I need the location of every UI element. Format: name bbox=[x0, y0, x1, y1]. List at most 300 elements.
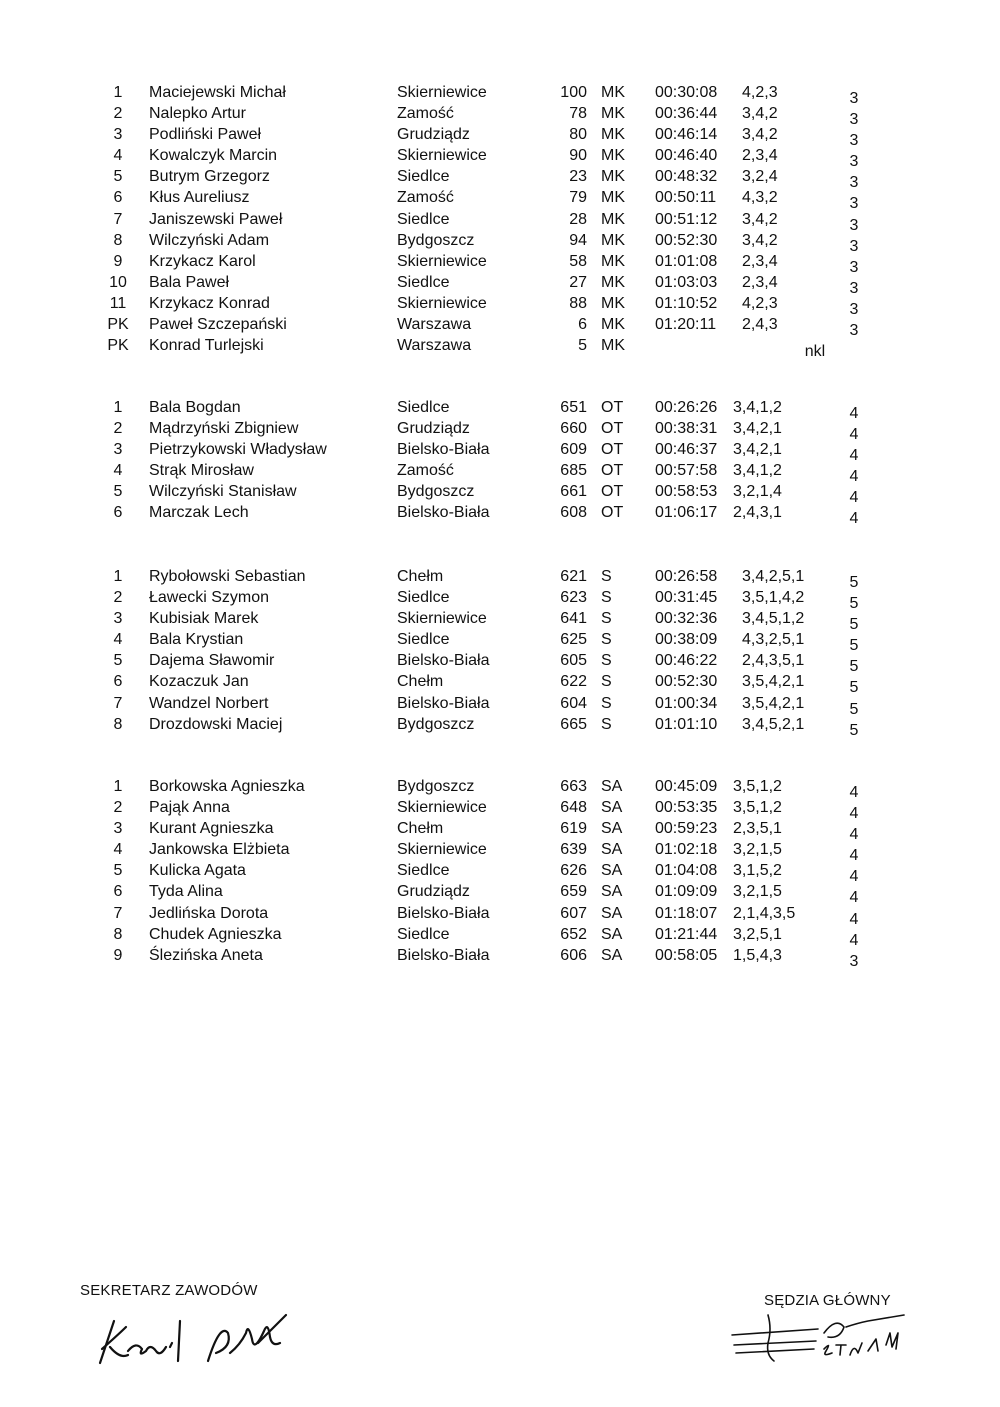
number-cell: 652 bbox=[560, 925, 587, 943]
result-cell: 4 bbox=[849, 468, 859, 486]
time-cell: 00:57:58 bbox=[655, 462, 718, 480]
name-cell: Dajema Sławomir bbox=[149, 652, 275, 670]
class-cell: MK bbox=[601, 294, 625, 312]
result-cell: 3 bbox=[849, 111, 859, 129]
place-cell: 8 bbox=[113, 925, 123, 943]
place-cell: 8 bbox=[113, 231, 123, 249]
points-cell: 3,2,5,1 bbox=[733, 925, 782, 943]
result-cell: 4 bbox=[849, 405, 859, 422]
number-cell: 648 bbox=[560, 799, 587, 817]
time-cell: 00:31:45 bbox=[655, 589, 718, 607]
points-cell: 3,4,2,5,1 bbox=[742, 568, 805, 585]
result-row bbox=[0, 502, 1000, 528]
place-cell: 3 bbox=[113, 610, 123, 628]
result-cell: 4 bbox=[849, 489, 859, 507]
points-cell: 3,4,2,1 bbox=[733, 420, 782, 438]
time-cell: 00:58:53 bbox=[655, 483, 718, 501]
result-row bbox=[0, 924, 1000, 949]
time-cell: 00:46:22 bbox=[655, 652, 718, 670]
city-cell: Grudziądz bbox=[397, 883, 470, 901]
place-cell: 3 bbox=[113, 126, 123, 144]
class-cell: OT bbox=[601, 462, 624, 480]
points-cell: 3,4,2,1 bbox=[733, 441, 782, 459]
result-row bbox=[0, 82, 1000, 107]
number-cell: 685 bbox=[560, 462, 587, 480]
result-cell: 4 bbox=[849, 784, 859, 801]
class-cell: S bbox=[601, 673, 612, 691]
name-cell: Konrad Turlejski bbox=[149, 337, 264, 355]
place-cell: 6 bbox=[113, 189, 123, 207]
class-cell: SA bbox=[601, 904, 623, 922]
city-cell: Zamość bbox=[397, 462, 454, 480]
city-cell: Warszawa bbox=[397, 337, 472, 355]
place-cell: 5 bbox=[113, 168, 123, 186]
place-cell: 4 bbox=[113, 462, 123, 480]
result-row bbox=[0, 650, 1000, 676]
city-cell: Siedlce bbox=[397, 631, 450, 649]
name-cell: Bala Paweł bbox=[149, 273, 230, 291]
place-cell: 4 bbox=[113, 147, 123, 165]
points-cell: 2,3,4 bbox=[742, 273, 778, 291]
time-cell: 01:10:52 bbox=[655, 294, 718, 312]
time-cell: 00:51:12 bbox=[655, 210, 718, 228]
city-cell: Siedlce bbox=[397, 399, 450, 416]
result-cell: 3 bbox=[849, 216, 859, 234]
points-cell: 3,5,1,2 bbox=[733, 778, 782, 795]
points-cell: 3,5,1,4,2 bbox=[742, 589, 805, 607]
result-cell: 4 bbox=[849, 510, 859, 528]
name-cell: Borkowska Agnieszka bbox=[149, 778, 305, 795]
name-cell: Kowalczyk Marcin bbox=[149, 147, 278, 165]
time-cell: 00:46:37 bbox=[655, 441, 718, 459]
city-cell: Bielsko-Biała bbox=[397, 904, 490, 922]
city-cell: Siedlce bbox=[397, 273, 450, 291]
city-cell: Bielsko-Biała bbox=[397, 504, 490, 522]
time-cell: 00:32:36 bbox=[655, 610, 718, 628]
class-cell: MK bbox=[601, 316, 625, 334]
class-cell: MK bbox=[601, 210, 625, 228]
class-cell: S bbox=[601, 568, 612, 585]
number-cell: 90 bbox=[569, 147, 587, 165]
name-cell: Rybołowski Sebastian bbox=[149, 568, 306, 585]
name-cell: Jedlińska Dorota bbox=[149, 904, 269, 922]
city-cell: Chełm bbox=[397, 568, 444, 585]
result-row bbox=[0, 693, 1000, 718]
class-cell: SA bbox=[601, 883, 623, 901]
result-cell: 4 bbox=[849, 868, 859, 886]
result-row bbox=[0, 481, 1000, 507]
class-cell: S bbox=[601, 589, 612, 607]
points-cell: 2,3,5,1 bbox=[733, 820, 782, 838]
class-cell: S bbox=[601, 631, 612, 649]
number-cell: 58 bbox=[569, 252, 587, 270]
time-cell: 01:09:09 bbox=[655, 883, 718, 901]
number-cell: 661 bbox=[560, 483, 587, 501]
result-row bbox=[0, 860, 1000, 886]
points-cell: 3,2,4 bbox=[742, 168, 778, 186]
place-cell: 5 bbox=[113, 652, 123, 670]
class-cell: SA bbox=[601, 778, 623, 795]
name-cell: Jankowska Elżbieta bbox=[149, 841, 290, 859]
time-cell: 01:06:17 bbox=[655, 504, 718, 522]
place-cell: 11 bbox=[109, 294, 127, 312]
points-cell: 1,5,4,3 bbox=[733, 946, 782, 964]
number-cell: 605 bbox=[560, 652, 587, 670]
points-cell: 2,4,3 bbox=[742, 316, 778, 334]
time-cell: 01:01:10 bbox=[655, 715, 718, 733]
class-cell: OT bbox=[601, 483, 624, 501]
result-row bbox=[0, 608, 1000, 634]
city-cell: Bielsko-Biała bbox=[397, 946, 490, 964]
city-cell: Skierniewice bbox=[397, 294, 487, 312]
city-cell: Bielsko-Biała bbox=[397, 441, 490, 459]
result-cell: 4 bbox=[849, 889, 859, 907]
class-cell: S bbox=[601, 715, 612, 733]
number-cell: 79 bbox=[569, 189, 587, 207]
number-cell: 78 bbox=[569, 105, 587, 123]
place-cell: 7 bbox=[113, 694, 123, 712]
result-cell: 4 bbox=[849, 447, 859, 465]
number-cell: 622 bbox=[560, 673, 587, 691]
time-cell: 01:01:08 bbox=[655, 252, 718, 270]
number-cell: 639 bbox=[560, 841, 587, 859]
number-cell: 23 bbox=[569, 168, 587, 186]
name-cell: Kozaczuk Jan bbox=[149, 673, 249, 691]
result-row bbox=[0, 881, 1000, 907]
number-cell: 606 bbox=[560, 946, 587, 964]
class-cell: OT bbox=[601, 399, 624, 416]
name-cell: Ślezińska Aneta bbox=[149, 946, 263, 964]
time-cell: 00:58:05 bbox=[655, 946, 718, 964]
points-cell: 3,4,2 bbox=[742, 231, 778, 249]
time-cell: 00:38:09 bbox=[655, 631, 718, 649]
city-cell: Siedlce bbox=[397, 862, 450, 880]
points-cell: 2,3,4 bbox=[742, 252, 778, 270]
class-cell: OT bbox=[601, 504, 624, 522]
city-cell: Siedlce bbox=[397, 589, 450, 607]
time-cell: 00:46:14 bbox=[655, 126, 718, 144]
points-cell: 3,5,4,2,1 bbox=[742, 673, 805, 691]
place-cell: 2 bbox=[113, 420, 123, 438]
result-row bbox=[0, 566, 1000, 591]
city-cell: Warszawa bbox=[397, 316, 472, 334]
result-cell: 3 bbox=[849, 153, 859, 171]
result-row bbox=[0, 714, 1000, 739]
time-cell: 01:02:18 bbox=[655, 841, 718, 859]
place-cell: 7 bbox=[113, 210, 123, 228]
result-cell: 3 bbox=[849, 952, 859, 970]
name-cell: Kurant Agnieszka bbox=[149, 820, 274, 838]
name-cell: Kubisiak Marek bbox=[149, 610, 259, 628]
number-cell: 663 bbox=[560, 778, 587, 795]
class-cell: MK bbox=[601, 231, 625, 249]
class-cell: MK bbox=[601, 126, 625, 144]
number-cell: 88 bbox=[569, 294, 587, 312]
result-row bbox=[0, 166, 1000, 192]
points-cell: 4,2,3 bbox=[742, 84, 778, 101]
time-cell: 00:26:58 bbox=[655, 568, 718, 585]
points-cell: 4,2,3 bbox=[742, 294, 778, 312]
city-cell: Zamość bbox=[397, 105, 454, 123]
place-cell: PK bbox=[107, 337, 129, 355]
results-group-ot bbox=[0, 397, 1000, 528]
place-cell: 3 bbox=[113, 441, 123, 459]
judge-signature bbox=[728, 1309, 938, 1369]
city-cell: Skierniewice bbox=[397, 252, 487, 270]
number-cell: 626 bbox=[560, 862, 587, 880]
name-cell: Drozdowski Maciej bbox=[149, 715, 283, 733]
result-row bbox=[0, 587, 1000, 613]
time-cell: 00:52:30 bbox=[655, 231, 718, 249]
place-cell: 2 bbox=[113, 589, 123, 607]
number-cell: 100 bbox=[560, 84, 587, 101]
number-cell: 659 bbox=[560, 883, 587, 901]
points-cell: 4,3,2,5,1 bbox=[742, 631, 805, 649]
result-row bbox=[0, 629, 1000, 655]
number-cell: 604 bbox=[560, 694, 587, 712]
result-row bbox=[0, 145, 1000, 171]
name-cell: Wilczyński Adam bbox=[149, 231, 270, 249]
class-cell: MK bbox=[601, 147, 625, 165]
number-cell: 5 bbox=[578, 337, 587, 355]
name-cell: Janiszewski Paweł bbox=[149, 210, 283, 228]
result-cell: 3 bbox=[849, 174, 859, 192]
points-cell: 3,5,4,2,1 bbox=[742, 694, 805, 712]
result-cell: 5 bbox=[849, 658, 859, 676]
result-row bbox=[0, 293, 1000, 318]
result-cell: 4 bbox=[849, 910, 859, 928]
result-row bbox=[0, 418, 1000, 444]
place-cell: 6 bbox=[113, 673, 123, 691]
result-row bbox=[0, 103, 1000, 129]
result-cell: 5 bbox=[849, 595, 859, 613]
secretary-signature-block bbox=[80, 1282, 320, 1373]
class-cell: SA bbox=[601, 799, 623, 817]
name-cell: Butrym Grzegorz bbox=[149, 168, 270, 186]
name-cell: Maciejewski Michał bbox=[149, 84, 286, 101]
name-cell: Krzykacz Karol bbox=[149, 252, 256, 270]
time-cell: 00:48:32 bbox=[655, 168, 718, 186]
result-row bbox=[0, 397, 1000, 422]
time-cell: 01:03:03 bbox=[655, 273, 718, 291]
place-cell: 10 bbox=[109, 273, 127, 291]
number-cell: 608 bbox=[560, 504, 587, 522]
class-cell: OT bbox=[601, 420, 624, 438]
class-cell: MK bbox=[601, 168, 625, 186]
place-cell: PK bbox=[107, 316, 129, 334]
result-cell: 4 bbox=[849, 931, 859, 949]
points-cell: 3,4,2 bbox=[742, 210, 778, 228]
time-cell: 01:21:44 bbox=[655, 925, 718, 943]
judge-signature-block bbox=[764, 1292, 938, 1369]
city-cell: Bydgoszcz bbox=[397, 715, 475, 733]
city-cell: Skierniewice bbox=[397, 147, 487, 165]
result-row bbox=[0, 945, 1000, 970]
class-cell: MK bbox=[601, 105, 625, 123]
city-cell: Skierniewice bbox=[397, 610, 487, 628]
number-cell: 607 bbox=[560, 904, 587, 922]
class-cell: SA bbox=[601, 946, 623, 964]
city-cell: Zamość bbox=[397, 189, 454, 207]
result-cell: 3 bbox=[849, 132, 859, 150]
result-row bbox=[0, 187, 1000, 213]
place-cell: 9 bbox=[113, 252, 123, 270]
results-group-sa bbox=[0, 776, 1000, 970]
city-cell: Chełm bbox=[397, 673, 444, 691]
time-cell: 01:04:08 bbox=[655, 862, 718, 880]
city-cell: Bielsko-Biała bbox=[397, 652, 490, 670]
time-cell: 00:59:23 bbox=[655, 820, 718, 838]
number-cell: 625 bbox=[560, 631, 587, 649]
class-cell: OT bbox=[601, 441, 624, 459]
class-cell: SA bbox=[601, 820, 623, 838]
class-cell: SA bbox=[601, 925, 623, 943]
result-row bbox=[0, 124, 1000, 150]
city-cell: Siedlce bbox=[397, 925, 450, 943]
number-cell: 641 bbox=[560, 610, 587, 628]
place-cell: 8 bbox=[113, 715, 123, 733]
note-cell: nkl bbox=[804, 343, 826, 361]
city-cell: Bydgoszcz bbox=[397, 231, 475, 249]
number-cell: 609 bbox=[560, 441, 587, 459]
class-cell: S bbox=[601, 610, 612, 628]
secretary-label: SEKRETARZ ZAWODÓW bbox=[80, 1282, 258, 1299]
result-cell: 4 bbox=[849, 826, 859, 844]
points-cell: 2,4,3,1 bbox=[733, 504, 782, 522]
place-cell: 4 bbox=[113, 841, 123, 859]
number-cell: 665 bbox=[560, 715, 587, 733]
result-cell: 5 bbox=[849, 574, 859, 591]
result-row bbox=[0, 671, 1000, 697]
class-cell: S bbox=[601, 694, 612, 712]
place-cell: 6 bbox=[113, 883, 123, 901]
city-cell: Chełm bbox=[397, 820, 444, 838]
result-cell: 3 bbox=[849, 322, 859, 340]
time-cell: 00:45:09 bbox=[655, 778, 718, 795]
points-cell: 2,3,4 bbox=[742, 147, 778, 165]
name-cell: Ławecki Szymon bbox=[149, 589, 270, 607]
time-cell: 01:20:11 bbox=[655, 316, 717, 334]
city-cell: Skierniewice bbox=[397, 841, 487, 859]
result-cell: 5 bbox=[849, 616, 859, 634]
points-cell: 2,1,4,3,5 bbox=[733, 904, 796, 922]
time-cell: 00:30:08 bbox=[655, 84, 718, 101]
class-cell: MK bbox=[601, 337, 625, 355]
result-row bbox=[0, 251, 1000, 276]
points-cell: 3,4,1,2 bbox=[733, 462, 782, 480]
name-cell: Strąk Mirosław bbox=[149, 462, 254, 480]
name-cell: Pietrzykowski Władysław bbox=[149, 441, 327, 459]
name-cell: Mądrzyński Zbigniew bbox=[149, 420, 299, 438]
city-cell: Skierniewice bbox=[397, 799, 487, 817]
place-cell: 1 bbox=[113, 568, 123, 585]
result-cell: 3 bbox=[849, 258, 859, 276]
secretary-signature bbox=[80, 1303, 320, 1373]
name-cell: Kłus Aureliusz bbox=[149, 189, 250, 207]
number-cell: 27 bbox=[569, 273, 587, 291]
number-cell: 94 bbox=[569, 231, 587, 249]
number-cell: 623 bbox=[560, 589, 587, 607]
result-cell: 4 bbox=[849, 805, 859, 823]
result-cell: 5 bbox=[849, 637, 859, 655]
time-cell: 00:50:11 bbox=[655, 189, 717, 207]
time-cell: 00:38:31 bbox=[655, 420, 718, 438]
number-cell: 651 bbox=[560, 399, 587, 416]
class-cell: SA bbox=[601, 841, 623, 859]
place-cell: 2 bbox=[113, 105, 123, 123]
name-cell: Paweł Szczepański bbox=[149, 316, 287, 334]
time-cell: 00:52:30 bbox=[655, 673, 718, 691]
number-cell: 28 bbox=[569, 210, 587, 228]
results-group-s bbox=[0, 566, 1000, 739]
number-cell: 621 bbox=[560, 568, 587, 585]
name-cell: Marczak Lech bbox=[149, 504, 249, 522]
name-cell: Chudek Agnieszka bbox=[149, 925, 282, 943]
name-cell: Bala Bogdan bbox=[149, 399, 241, 416]
name-cell: Bala Krystian bbox=[149, 631, 244, 649]
result-row bbox=[0, 209, 1000, 234]
result-row bbox=[0, 335, 1000, 361]
points-cell: 3,2,1,5 bbox=[733, 883, 782, 901]
city-cell: Skierniewice bbox=[397, 84, 487, 101]
points-cell: 3,4,5,1,2 bbox=[742, 610, 805, 628]
class-cell: MK bbox=[601, 84, 625, 101]
time-cell: 00:53:35 bbox=[655, 799, 718, 817]
city-cell: Bydgoszcz bbox=[397, 778, 475, 795]
name-cell: Wandzel Norbert bbox=[149, 694, 269, 712]
result-cell: 3 bbox=[849, 90, 859, 107]
place-cell: 1 bbox=[113, 399, 123, 416]
city-cell: Siedlce bbox=[397, 210, 450, 228]
results-group-mk bbox=[0, 82, 1000, 361]
name-cell: Kulicka Agata bbox=[149, 862, 246, 880]
name-cell: Krzykacz Konrad bbox=[149, 294, 270, 312]
result-row bbox=[0, 818, 1000, 844]
name-cell: Nalepko Artur bbox=[149, 105, 246, 123]
place-cell: 6 bbox=[113, 504, 123, 522]
name-cell: Pająk Anna bbox=[149, 799, 230, 817]
place-cell: 1 bbox=[113, 778, 123, 795]
result-row bbox=[0, 797, 1000, 823]
result-row bbox=[0, 230, 1000, 255]
result-cell: 5 bbox=[849, 721, 859, 739]
time-cell: 01:18:07 bbox=[655, 904, 718, 922]
result-row bbox=[0, 776, 1000, 801]
place-cell: 4 bbox=[113, 631, 123, 649]
time-cell: 00:46:40 bbox=[655, 147, 718, 165]
result-row bbox=[0, 439, 1000, 465]
judge-label: SĘDZIA GŁÓWNY bbox=[764, 1292, 891, 1309]
class-cell: MK bbox=[601, 252, 625, 270]
city-cell: Grudziądz bbox=[397, 126, 470, 144]
result-cell: 3 bbox=[849, 195, 859, 213]
class-cell: MK bbox=[601, 273, 625, 291]
points-cell: 3,1,5,2 bbox=[733, 862, 782, 880]
result-cell: 5 bbox=[849, 700, 859, 718]
result-cell: 4 bbox=[849, 847, 859, 865]
city-cell: Grudziądz bbox=[397, 420, 470, 438]
points-cell: 3,4,1,2 bbox=[733, 399, 782, 416]
city-cell: Bielsko-Biała bbox=[397, 694, 490, 712]
points-cell: 3,2,1,5 bbox=[733, 841, 782, 859]
result-row bbox=[0, 272, 1000, 297]
points-cell: 2,4,3,5,1 bbox=[742, 652, 805, 670]
number-cell: 6 bbox=[578, 316, 587, 334]
number-cell: 619 bbox=[560, 820, 587, 838]
result-row bbox=[0, 839, 1000, 865]
points-cell: 3,4,5,2,1 bbox=[742, 715, 805, 733]
name-cell: Podliński Paweł bbox=[149, 126, 262, 144]
